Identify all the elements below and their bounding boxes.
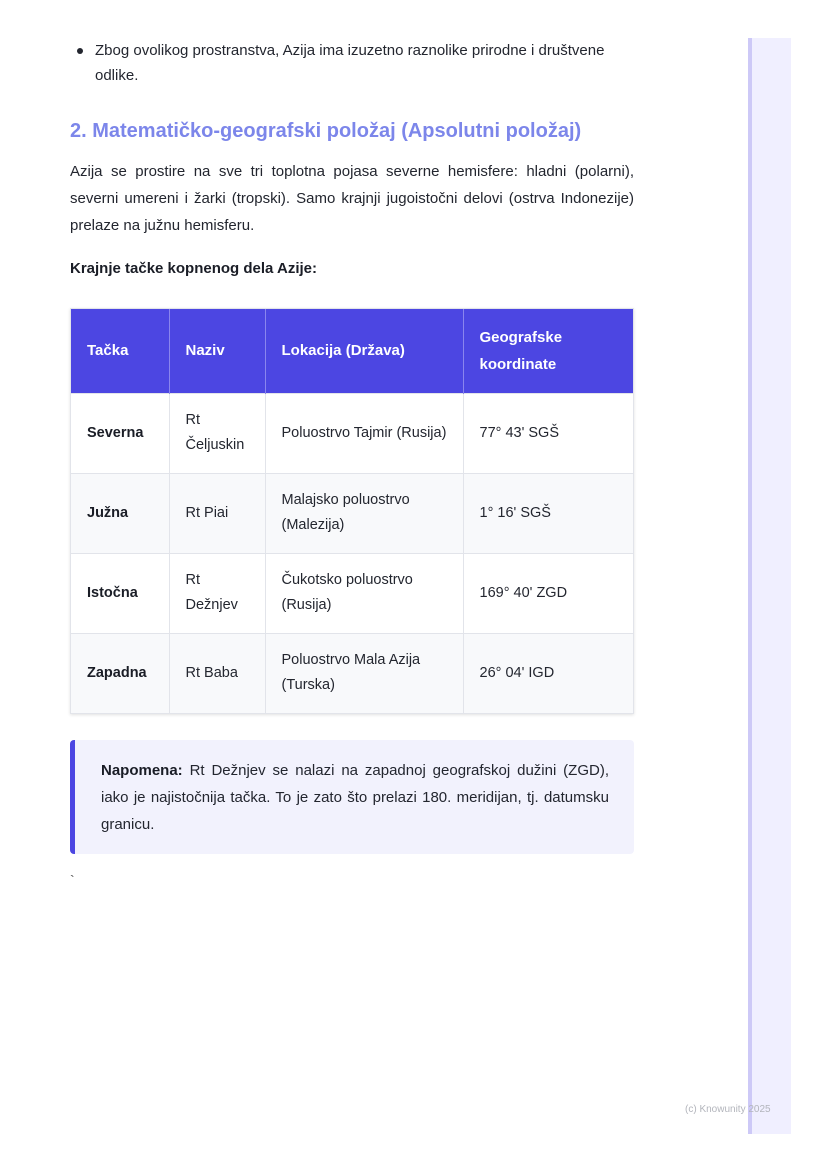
note-label: Napomena:	[101, 762, 183, 779]
document-content	[70, 38, 634, 888]
extreme-points-table	[70, 308, 634, 714]
cell-name: Rt Dežnjev	[169, 553, 265, 633]
cell-location: Malajsko poluostrvo (Malezija)	[265, 473, 463, 553]
table-row	[71, 393, 633, 473]
cell-name: Rt Čeljuskin	[169, 393, 265, 473]
cell-location: Čukotsko poluostrvo (Rusija)	[265, 553, 463, 633]
table-row	[71, 473, 633, 553]
cell-coordinates: 26° 04' IGD	[463, 633, 633, 713]
cell-coordinates: 77° 43' SGŠ	[463, 393, 633, 473]
bullet-list	[70, 38, 634, 88]
header-cell-point: Tačka	[71, 309, 169, 393]
cell-name: Rt Baba	[169, 633, 265, 713]
cell-name: Rt Piai	[169, 473, 265, 553]
table-row	[71, 553, 633, 633]
cell-point: Južna	[71, 473, 169, 553]
header-cell-location: Lokacija (Država)	[265, 309, 463, 393]
bullet-item: Zbog ovolikog prostranstva, Azija ima izuzetno raznolike prirodne i društvene odlike.	[95, 38, 634, 88]
table-heading: Krajnje tačke kopnenog dela Azije:	[70, 260, 318, 277]
cell-point: Severna	[71, 393, 169, 473]
table-header-row	[71, 309, 633, 393]
header-cell-coordinates: Geografske koordinate	[463, 309, 633, 393]
footer-copyright: (c) Knowunity 2025	[685, 1104, 771, 1115]
cell-location: Poluostrvo Mala Azija (Turska)	[265, 633, 463, 713]
cell-location: Poluostrvo Tajmir (Rusija)	[265, 393, 463, 473]
cell-coordinates: 1° 16' SGŠ	[463, 473, 633, 553]
note-box	[70, 740, 634, 854]
table-row	[71, 633, 633, 713]
note-text: Rt Dežnjev se nalazi na zapadnoj geografskoj dužini (ZGD), iako je najistočnija tačka. To je zato što prelazi 180. meridijan, tj. datumsku granicu.	[101, 762, 609, 833]
section-paragraph: Azija se prostire na sve tri toplotna pojasa severne hemisfere: hladni (polarni), severni umereni i žarki (tropski). Samo krajnji jugoistočni delovi (ostrva Indonezije) prelaze na južnu hemisferu.	[70, 163, 634, 234]
side-panel	[748, 38, 791, 1134]
header-cell-name: Naziv	[169, 309, 265, 393]
cell-point: Istočna	[71, 553, 169, 633]
stray-backtick: `	[70, 872, 75, 888]
cell-coordinates: 169° 40' ZGD	[463, 553, 633, 633]
section-title: 2. Matematičko-geografski položaj (Apsolutni položaj)	[70, 120, 582, 142]
cell-point: Zapadna	[71, 633, 169, 713]
